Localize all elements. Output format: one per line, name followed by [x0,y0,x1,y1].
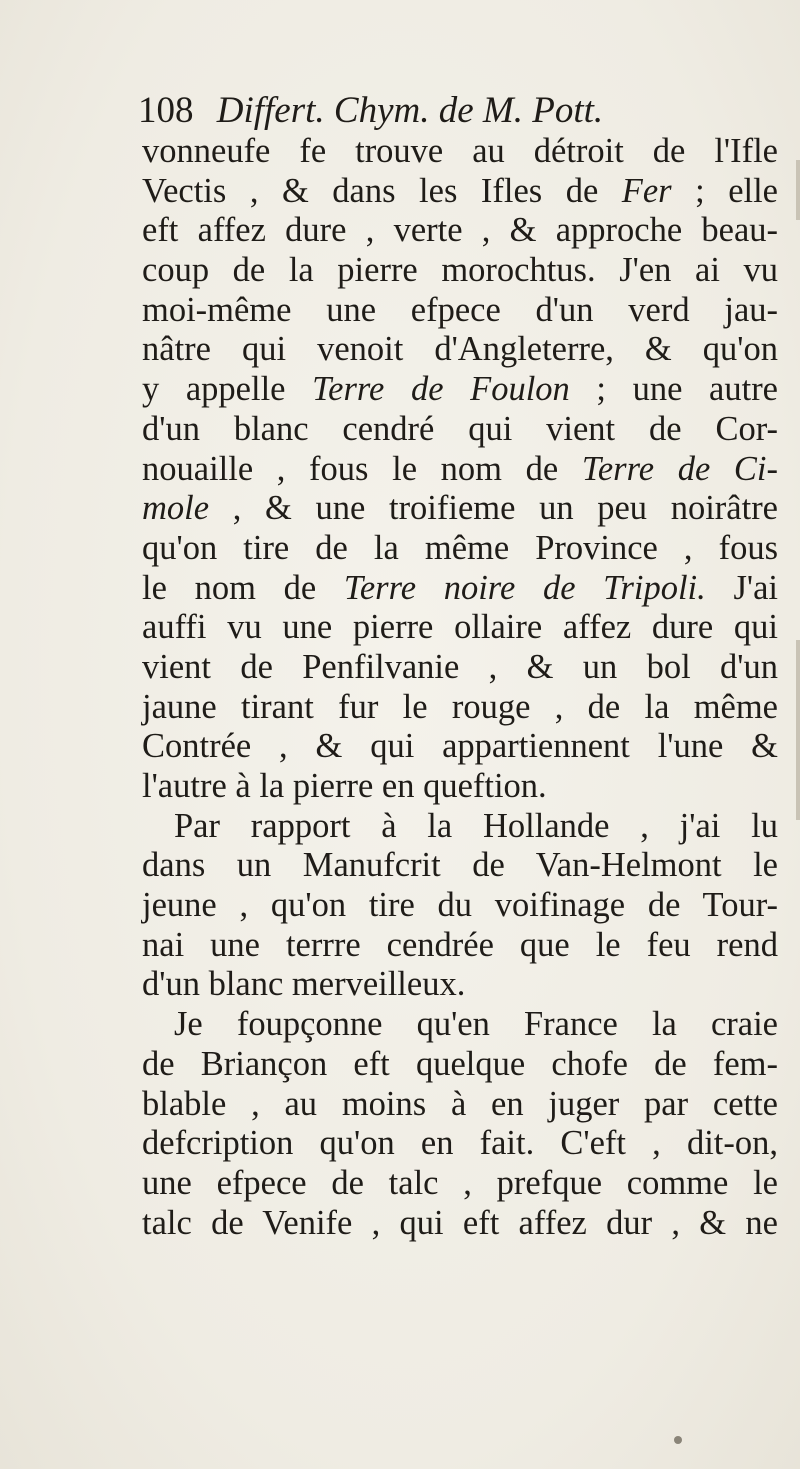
text-line [142,172,778,212]
line-text: talc de Venife , qui eft affez dur , & ne [142,1203,778,1242]
text-line [142,846,778,886]
ink-speck [674,1436,682,1444]
line-text: d'un blanc cendré qui vient de Cor- [142,409,778,448]
text-line [142,1164,778,1204]
line-italic-text: mole [142,489,210,528]
text-line [142,926,778,966]
text-line [142,211,778,251]
line-text: coup de la pierre morochtus. J'en ai vu [142,251,778,290]
page-number: 108 [138,90,194,131]
line-text: de Briançon eft quelque chofe de fem- [142,1044,778,1083]
text-line [142,886,778,926]
text-line [142,569,778,609]
line-text: blable , au moins à en juger par cette [142,1084,778,1123]
line-text: defcription qu'on en fait. C'eft , dit-on, [142,1124,778,1163]
text-line [142,450,778,490]
line-text: nai une terrre cendrée que le feu rend [142,925,778,964]
text-line [142,132,778,172]
line-text: auffi vu une pierre ollaire affez dure qui [142,608,778,647]
line-text: vonneufe fe trouve au détroit de l'Ifle [142,132,778,170]
line-text: nâtre qui venoit d'Angleterre, & qu'on [142,330,778,369]
page-edge-shadow [796,640,800,820]
text-line [142,1045,778,1085]
line-trailing-text: ; une autre [569,370,778,409]
text-line [142,1204,778,1244]
line-text: Vectis , & dans les Ifles de [142,171,622,210]
line-text: jaune tirant fur le rouge , de la même [142,687,778,726]
line-text: qu'on tire de la même Province , fous [142,528,778,567]
line-text: moi-même une efpece d'un verd jau- [142,290,778,329]
running-header [138,88,603,134]
text-line [142,1124,778,1164]
text-line [142,767,778,807]
text-line [142,410,778,450]
line-text: Par rapport à la Hollande , j'ai lu [174,806,778,845]
text-line [142,965,778,1005]
line-trailing-text: ; elle [671,171,778,210]
line-text: Contrée , & qui appartiennent l'une & [142,727,778,766]
text-line [142,648,778,688]
line-text: d'un blanc merveilleux. [142,965,466,1004]
page-edge-shadow [796,160,800,220]
line-text: nouaille , fous le nom de [142,449,582,488]
line-text: vient de Penfilvanie , & un bol d'un [142,647,778,686]
text-line [142,489,778,529]
running-title: Differt. Chym. de M. Pott. [216,90,604,131]
text-line [142,727,778,767]
text-line [142,251,778,291]
text-line [142,1005,778,1045]
line-text: y appelle [142,370,313,409]
line-text: l'autre à la pierre en queftion. [142,767,547,805]
line-italic-text: Terre de Foulon [312,370,570,409]
line-text: jeune , qu'on tire du voifinage de Tour- [142,886,778,925]
text-line [142,688,778,728]
line-text: dans un Manufcrit de Van-Helmont le [142,846,778,885]
text-line [142,1085,778,1125]
line-text: eft affez dure , verte , & approche beau- [142,211,778,250]
text-line [142,291,778,331]
line-trailing-text: J'ai [705,568,778,607]
line-text: le nom de [142,568,344,607]
text-line [142,330,778,370]
line-trailing-text: , & une troifieme un peu noirâtre [209,489,778,528]
text-line [142,370,778,410]
line-italic-text: Terre noire de Tripoli. [343,568,706,607]
line-text: Je foupçonne qu'en France la craie [174,1005,778,1044]
line-text: une efpece de talc , prefque comme le [142,1163,778,1202]
text-line [142,529,778,569]
line-italic-text: Fer [621,171,672,210]
body-text [142,132,778,1243]
text-line [142,608,778,648]
text-line [142,807,778,847]
line-italic-text: Terre de Ci- [581,449,778,488]
